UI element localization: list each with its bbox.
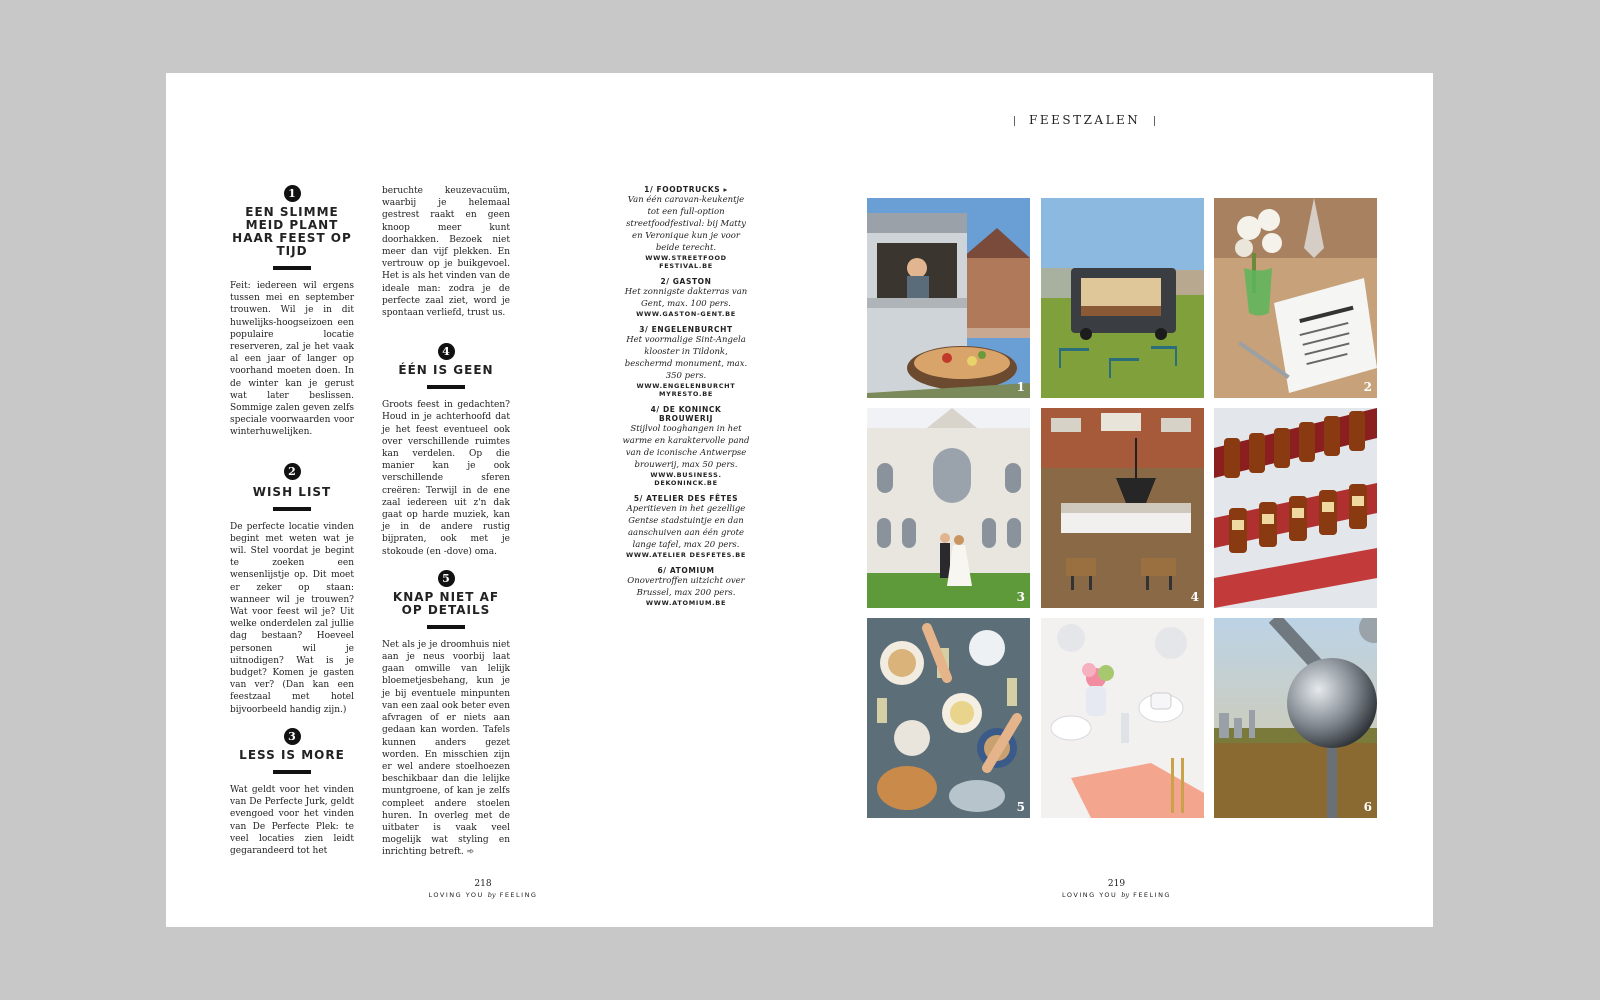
section-body: De perfecte locatie vinden begint met weten wat je wil. Stel voordat je begint te zoeken een wensenlijstje op. Dit moet er zeker op staan: wanneer wil je trouwen? Wat voor feest wil je? Uit welke onderdelen zal jullie dag bestaan? Hoeveel personen wil je uitnodigen? Wat is je budget? Komen je gasten van ver? (Dan kan een feestzaal met hotel bijvoorbeeld handig zijn.): [230, 521, 354, 715]
section-rule: [427, 385, 465, 389]
brand-left: LOVING YOU: [1062, 891, 1118, 899]
footer-brand: [166, 891, 800, 899]
section-body: Net als je je droomhuis niet aan je neus voorbij laat gaan omwille van lelijk bloemetjesbehang, kun je je bij eventuele minpunten van een zaal ook beter even afvragen of er niets aan gedaan kan worden. Tafels kunnen anders gezet worden. En misschien zijn er wel andere stoelhoezen beschikbaar dan die lelijke muntgroene, of kan je zelfs compleet andere stoelen huren. In overleg met de uitbater is vaak veel mogelijk wat styling en inrichting betreft. ➾: [382, 639, 510, 858]
venue-description: Het voormalige Sint-Angela klooster in Tildonk, beschermd monument, max. 350 pers.: [624, 335, 748, 381]
section-rule: [273, 770, 311, 774]
section-title: EEN SLIMME MEID PLANT HAAR FEEST OP TIJD: [232, 205, 352, 258]
venue-title: 6/ ATOMIUM: [657, 566, 715, 575]
photo-gaston-terrace: [1041, 198, 1204, 398]
brand-by: by: [487, 891, 496, 899]
section-number-badge: 4: [438, 343, 455, 360]
photo-atomium: [1214, 618, 1377, 818]
right-page: [800, 73, 1433, 927]
venue-item: [622, 566, 750, 607]
venue-title: 4/ DE KONINCK BROUWERIJ: [650, 405, 722, 423]
photo-number: 3: [1016, 590, 1025, 604]
section-4-heading: [382, 343, 510, 389]
venue-url: WWW.ATOMIUM.BE: [645, 599, 727, 607]
venue-item: [622, 405, 750, 487]
venue-title: 5/ ATELIER DES FÊTES: [633, 494, 739, 503]
venue-item: [622, 494, 750, 559]
section-rule: [427, 625, 465, 629]
page-number: 218: [474, 879, 492, 889]
photo-aperitif: [867, 618, 1030, 818]
section-title: KNAP NIET AF OP DETAILS: [392, 589, 500, 617]
venue-url: WWW.BUSINESS. DEKONINCK.BE: [650, 471, 722, 487]
section-rule: [273, 266, 311, 270]
photo-number: 6: [1363, 800, 1372, 814]
continued-text: beruchte keuzevacuüm, waarbij je helemaal gestrest raakt en geen knoop meer kunt doorhakken. Bezoek niet meer dan vijf plekken. En vertrouw op je buikgevoel. Het is als het vinden van de ideale man: zodra je de perfecte zaal ziet, word je spontaan verliefd, trust us.: [382, 186, 510, 319]
photo-brewery-interior: [1041, 408, 1204, 608]
venue-title: 3/ ENGELENBURCHT: [639, 325, 733, 334]
brand-right: FEELING: [1133, 891, 1171, 899]
section-number-badge: 1: [284, 185, 301, 202]
venue-description: Het zonnigste dakterras van Gent, max. 100 pers.: [624, 287, 748, 309]
venue-title: 2/ GASTON: [660, 277, 712, 286]
section-header: [1000, 113, 1169, 127]
magazine-spread: [166, 73, 1433, 927]
venue-list: [622, 185, 750, 614]
brand-left: LOVING YOU: [428, 891, 484, 899]
text-column-2: [382, 185, 510, 859]
photo-table-menu: [1214, 198, 1377, 398]
venue-item: [622, 277, 750, 318]
page-footer: [166, 879, 800, 899]
venue-title: 1/ FOODTRUCKS ▸: [644, 185, 728, 194]
section-3-heading: [230, 728, 354, 774]
photo-number: 4: [1190, 590, 1199, 604]
venue-description: Aperitieven in het gezellige Gentse stadstuintje en dan aanschuiven aan één grote lange tafel, max 20 pers.: [626, 504, 746, 550]
header-divider: [1014, 116, 1015, 126]
section-title: LESS IS MORE: [239, 747, 345, 762]
venue-url: WWW.STREETFOOD FESTIVAL.BE: [645, 254, 727, 270]
venue-description: Stijlvol tooghangen in het warme en karaktervolle pand van de iconische Antwerpse brouwerij, max 50 pers.: [622, 424, 750, 470]
photo-number: 2: [1363, 380, 1372, 394]
section-body: Feit: iedereen wil ergens tussen mei en september trouwen. Wil je in dit huwelijks-hoogseizoen een populaire locatie reserveren, zal je het vaak al een jaar of langer op voorhand moeten doen. In de winter kan je gerust wat later beslissen. Sommige zalen geven zelfs speciale voorwaarden voor winterhuwelijken.: [230, 281, 354, 438]
brand-right: FEELING: [499, 891, 538, 899]
venue-item: [622, 325, 750, 398]
page-footer: [800, 879, 1433, 899]
venue-url: WWW.ENGELENBURCHT MYRESTO.BE: [636, 382, 736, 398]
header-divider: [1154, 116, 1155, 126]
text-column-1: [230, 185, 354, 857]
venue-description: Van één caravan-keukentje tot een full-option streetfoodfestival: bij Matty en Veronique kun je voor beide terecht.: [626, 195, 746, 253]
section-title: WISH LIST: [252, 484, 332, 499]
section-number-badge: 3: [284, 728, 301, 745]
photo-beer-bottles: [1214, 408, 1377, 608]
photo-number: 5: [1016, 800, 1025, 814]
page-number: 219: [1107, 879, 1126, 889]
photo-number: 1: [1016, 380, 1025, 394]
section-1-heading: [230, 185, 354, 270]
brand-by: by: [1121, 891, 1130, 899]
footer-brand: [800, 891, 1433, 899]
left-page: [166, 73, 800, 927]
section-rule: [273, 507, 311, 511]
venue-url: WWW.ATELIER DESFETES.BE: [625, 551, 747, 559]
section-number-badge: 2: [284, 463, 301, 480]
venue-url: WWW.GASTON-GENT.BE: [636, 310, 736, 318]
photo-tea-table: [1041, 618, 1204, 818]
section-body: Wat geldt voor het vinden van De Perfecte Jurk, geldt evengoed voor het vinden van De Perfecte Plek: te veel locaties zien leidt gegarandeerd tot het: [230, 784, 354, 856]
photo-foodtruck: [867, 198, 1030, 398]
section-header-label: FEESTZALEN: [1029, 113, 1141, 127]
section-body: Groots feest in gedachten? Houd in je achterhoofd dat je het feest eventueel ook over verschillende ruimtes kan verdelen. Op die manier kan je ook verschillende sferen creëren: Terwijl in de ene zaal iedereen uit z'n dak gaat op harde muziek, kan je in de andere rustig bijpraten, ook met je stokoude (en -dove) oma.: [382, 400, 510, 557]
venue-item: [622, 185, 750, 270]
venue-description: Onovertroffen uitzicht over Brussel, max 200 pers.: [627, 576, 745, 598]
section-number-badge: 5: [438, 570, 455, 587]
section-2-heading: [230, 463, 354, 511]
section-title: ÉÉN IS GEEN: [398, 363, 494, 378]
photo-engelenburcht: [867, 408, 1030, 608]
section-5-heading: [382, 570, 510, 629]
